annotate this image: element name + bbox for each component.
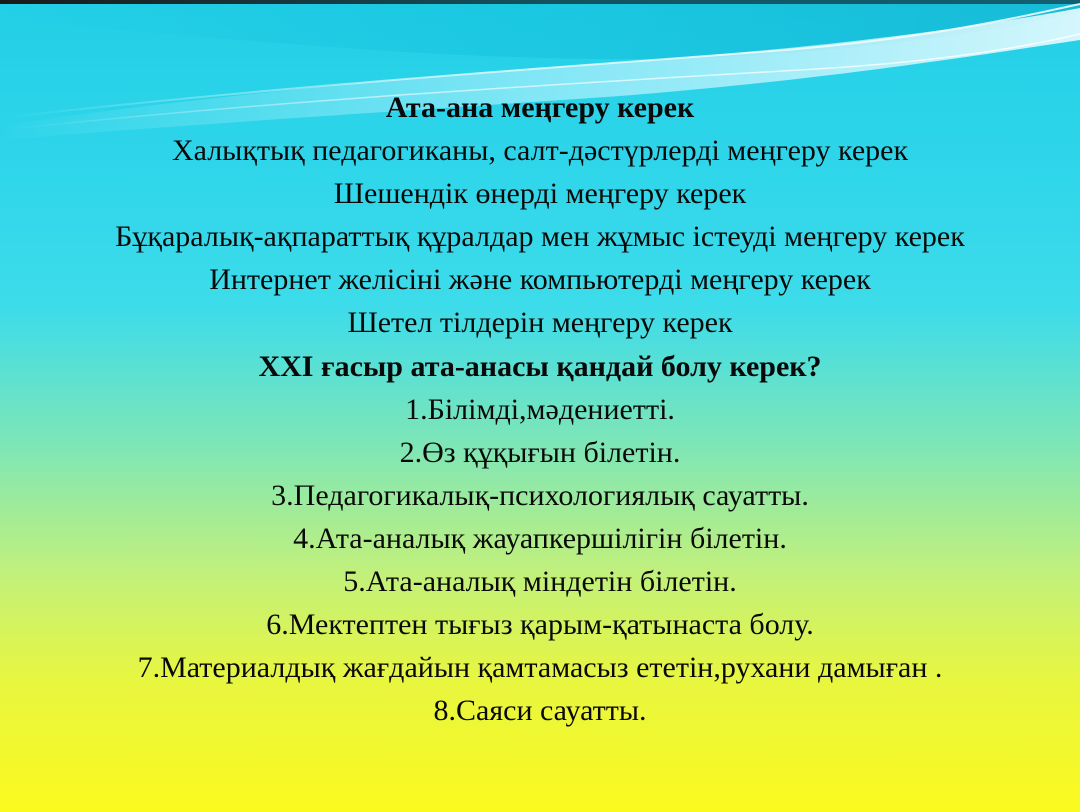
heading-21st-century-parents: XXI ғасыр ата-анасы қандай болу керек?	[258, 349, 822, 383]
list-line: Интернет желісіні және компьютерді меңгеру керек	[209, 263, 871, 297]
list-line: Халықтық педагогиканы, салт-дәстүрлерді меңгеру керек	[171, 134, 909, 168]
numbered-item: 5.Ата-аналық міндетін білетін.	[343, 565, 737, 599]
numbered-item: 8.Саяси сауатты.	[433, 694, 647, 728]
list-line: Шетел тілдерін меңгеру керек	[347, 306, 733, 340]
list-line: Шешендік өнерді меңгеру керек	[333, 177, 747, 211]
list-line: Бұқаралық-ақпараттық құралдар мен жұмыс істеуді меңгеру керек	[115, 220, 965, 254]
numbered-item: 4.Ата-аналық жауапкершілігін білетін.	[293, 521, 787, 555]
numbered-item: 1.Білімді,мәдениетті.	[405, 392, 675, 426]
heading-parents-must-master: Ата-ана меңгеру керек	[385, 91, 695, 124]
numbered-item: 7.Материалдық жағдайын қамтамасыз ететін,рухани дамыған .	[137, 651, 943, 685]
numbered-item: 3.Педагогикалық-психологиялық сауатты.	[271, 478, 809, 512]
slide-text-block	[0, 86, 1080, 732]
numbered-item: 6.Мектептен тығыз қарым-қатынаста болу.	[266, 608, 814, 642]
numbered-item: 2.Өз құқығын білетін.	[399, 435, 681, 469]
